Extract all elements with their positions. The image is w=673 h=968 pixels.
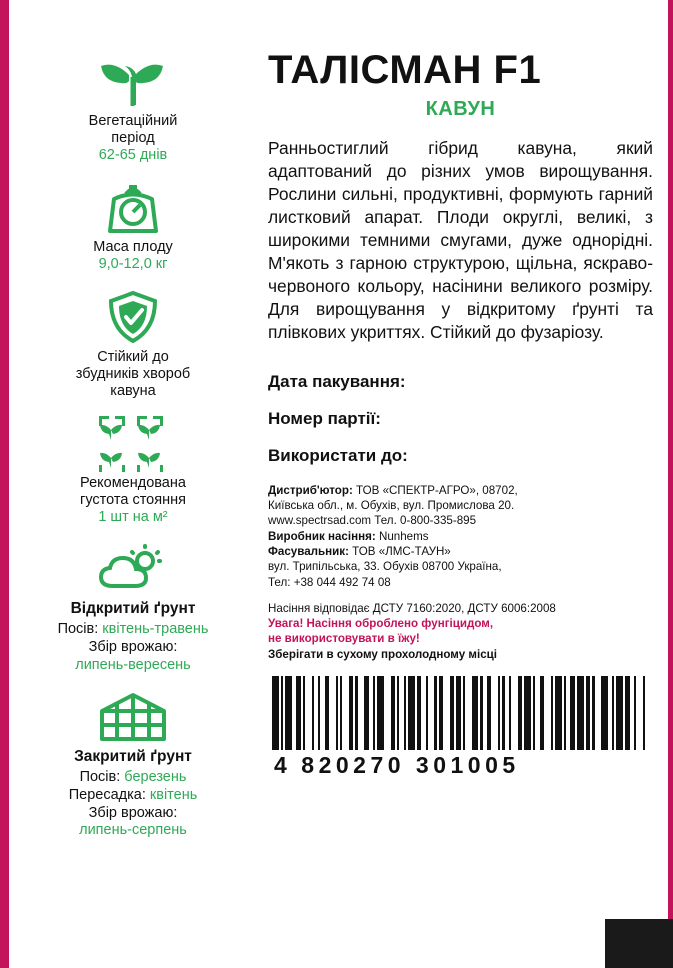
warning-line-2: не використовувати в їжу! bbox=[268, 632, 420, 646]
field-use-by: Використати до: bbox=[268, 445, 408, 465]
standards-block bbox=[268, 601, 653, 662]
open-ground-block bbox=[22, 540, 244, 674]
feature-caption: Стійкий до збудників хвороб кавуна bbox=[75, 348, 191, 399]
closed-ground-row: Збір врожаю: липень-серпень bbox=[79, 804, 187, 839]
barcode-bars bbox=[272, 676, 653, 750]
distributor-contacts: www.spectrsad.com Тел. 0-800-335-895 bbox=[268, 514, 477, 528]
closed-ground-block bbox=[22, 688, 244, 840]
product-subtitle: КАВУН bbox=[425, 98, 496, 120]
closed-ground-title: Закритий ґрунт bbox=[74, 748, 192, 766]
field-batch-number: Номер партії: bbox=[268, 408, 381, 428]
info-column bbox=[252, 0, 673, 968]
barcode-lead-digit: 4 bbox=[274, 751, 292, 778]
barcode bbox=[268, 676, 653, 779]
barcode-digits bbox=[272, 752, 653, 779]
left-edge-strip bbox=[0, 0, 14, 968]
feature-caption: Вегетаційний період 62-65 днів bbox=[22, 113, 244, 164]
feature-value: 1 шт на м² bbox=[98, 509, 168, 526]
packer-phone: Тел: +38 044 492 74 08 bbox=[268, 575, 391, 589]
open-ground-row: Збір врожаю: липень-вересень bbox=[75, 638, 191, 673]
feature-planting-density bbox=[22, 414, 244, 526]
barcode-main-digits: 820270 301005 bbox=[301, 751, 520, 778]
fill-in-fields bbox=[268, 372, 653, 466]
feature-value: 62-65 днів bbox=[98, 147, 168, 164]
feature-disease-resistance bbox=[22, 288, 244, 400]
distributor-block bbox=[268, 483, 653, 590]
feature-fruit-weight bbox=[22, 178, 244, 273]
closed-ground-row: Пересадка: квітень bbox=[68, 786, 198, 803]
open-ground-row: Посів: квітень-травень bbox=[57, 621, 209, 638]
distributor-line: Дистриб'ютор: ТОВ «СПЕКТР-АГРО», 08702, bbox=[268, 483, 518, 497]
open-ground-title: Відкритий ґрунт bbox=[70, 600, 196, 618]
field-packing-date: Дата пакування: bbox=[268, 371, 406, 391]
greenhouse-icon bbox=[22, 688, 244, 746]
features-column bbox=[14, 0, 252, 968]
shield-check-icon bbox=[22, 288, 244, 346]
planting-density-icon bbox=[22, 414, 244, 472]
packer-address: вул. Трипільська, 33. Обухів 08700 Україна, bbox=[268, 560, 502, 574]
distributor-address: Київська обл., м. Обухів, вул. Промислова 20. bbox=[268, 499, 515, 513]
legal-info bbox=[268, 483, 653, 662]
sun-cloud-icon bbox=[22, 540, 244, 598]
packer-line: Фасувальник: ТОВ «ЛМС-ТАУН» bbox=[268, 544, 451, 558]
feature-caption: Маса плоду 9,0-12,0 кг bbox=[22, 239, 244, 273]
warning-line-1: Увага! Насіння оброблено фунгіцидом, bbox=[268, 617, 494, 631]
open-ground-rows bbox=[22, 621, 244, 674]
closed-ground-rows bbox=[22, 769, 244, 840]
standards-line: Насіння відповідає ДСТУ 7160:2020, ДСТУ 6006:2008 bbox=[268, 601, 556, 615]
storage-line: Зберігати в сухому прохолодному місці bbox=[268, 647, 497, 661]
page-title: ТАЛІСМАН F1 bbox=[268, 48, 542, 92]
feature-vegetation-period bbox=[22, 52, 244, 164]
left-pink-bar bbox=[0, 0, 9, 968]
closed-ground-row: Посів: березень bbox=[79, 769, 187, 786]
weighing-scale-icon bbox=[22, 178, 244, 236]
feature-caption: Рекомендована густота стояння 1 шт на м² bbox=[22, 475, 244, 526]
feature-value: 9,0-12,0 кг bbox=[98, 256, 168, 273]
product-description: Ранньостиглий гібрид кавуна, який адаптований до різних умов вирощування. Рослини сильні, продуктивні, формують гарний листковий апарат. Плоди округлі, великі, з широкими темними смугами, дуже однорідні. М'якоть з гарною структурою, щільна, яскраво-червоного кольору, насінини великого розміру. Для вирощування у відкритому ґрунті та плівкових укриттях. Стійкий до фузаріозу. bbox=[268, 138, 653, 342]
producer-line: Виробник насіння: Nunhems bbox=[268, 529, 429, 543]
leaf-sprout-icon bbox=[22, 52, 244, 110]
